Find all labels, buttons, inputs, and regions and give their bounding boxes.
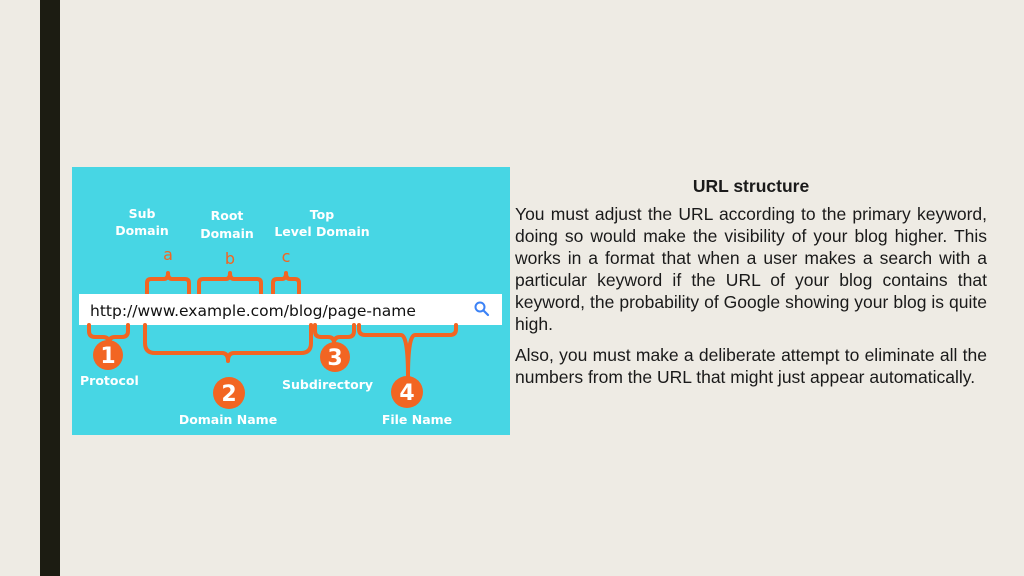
marker-4-number: 4 (399, 381, 415, 406)
label-sub-domain-line2: Domain (115, 223, 169, 238)
letter-c: c (281, 247, 291, 266)
label-root-domain-line1: Root (210, 208, 244, 223)
label-tld-line1: Top (309, 207, 335, 222)
paragraph-2: Also, you must make a deliberate attempt to eliminate all the numbers from the URL that might just appear automatically. (515, 345, 987, 387)
marker-1-number: 1 (100, 344, 116, 369)
slide-accent-bar (40, 0, 60, 576)
label-domain-name: Domain Name (178, 412, 278, 427)
label-file-name: File Name (381, 412, 453, 427)
url-structure-diagram (72, 167, 510, 435)
marker-3-number: 3 (327, 346, 343, 371)
brace-file-name (359, 325, 456, 377)
label-root-domain-line2: Domain (200, 226, 254, 241)
letter-a: a (163, 245, 173, 264)
letter-b: b (224, 249, 236, 268)
brace-root-domain (199, 273, 261, 295)
marker-3 (320, 342, 350, 372)
brace-tld (273, 273, 299, 295)
brace-subdirectory (315, 325, 354, 343)
brace-domain-name (145, 325, 311, 361)
label-protocol: Protocol (80, 373, 139, 388)
url-structure-svg (72, 167, 510, 435)
section-heading: URL structure (692, 176, 810, 196)
content-panel (515, 175, 987, 397)
label-sub-domain-line1: Sub (128, 206, 156, 221)
marker-2-number: 2 (221, 382, 237, 407)
marker-4 (391, 376, 423, 408)
label-subdirectory: Subdirectory (282, 377, 374, 392)
marker-1 (93, 340, 123, 370)
brace-sub-domain (147, 273, 189, 295)
url-text: http://www.example.com/blog/page-name (90, 302, 416, 320)
marker-2 (213, 377, 245, 409)
paragraph-1: You must adjust the URL according to the primary keyword, doing so would make the visibility of your blog higher. This works in a format that when a user makes a search with a particular keyword if the URL of your blog contains that keyword, the probability of Google showing your blog is quite high. (515, 204, 987, 334)
label-tld-line2: Level Domain (274, 224, 370, 239)
